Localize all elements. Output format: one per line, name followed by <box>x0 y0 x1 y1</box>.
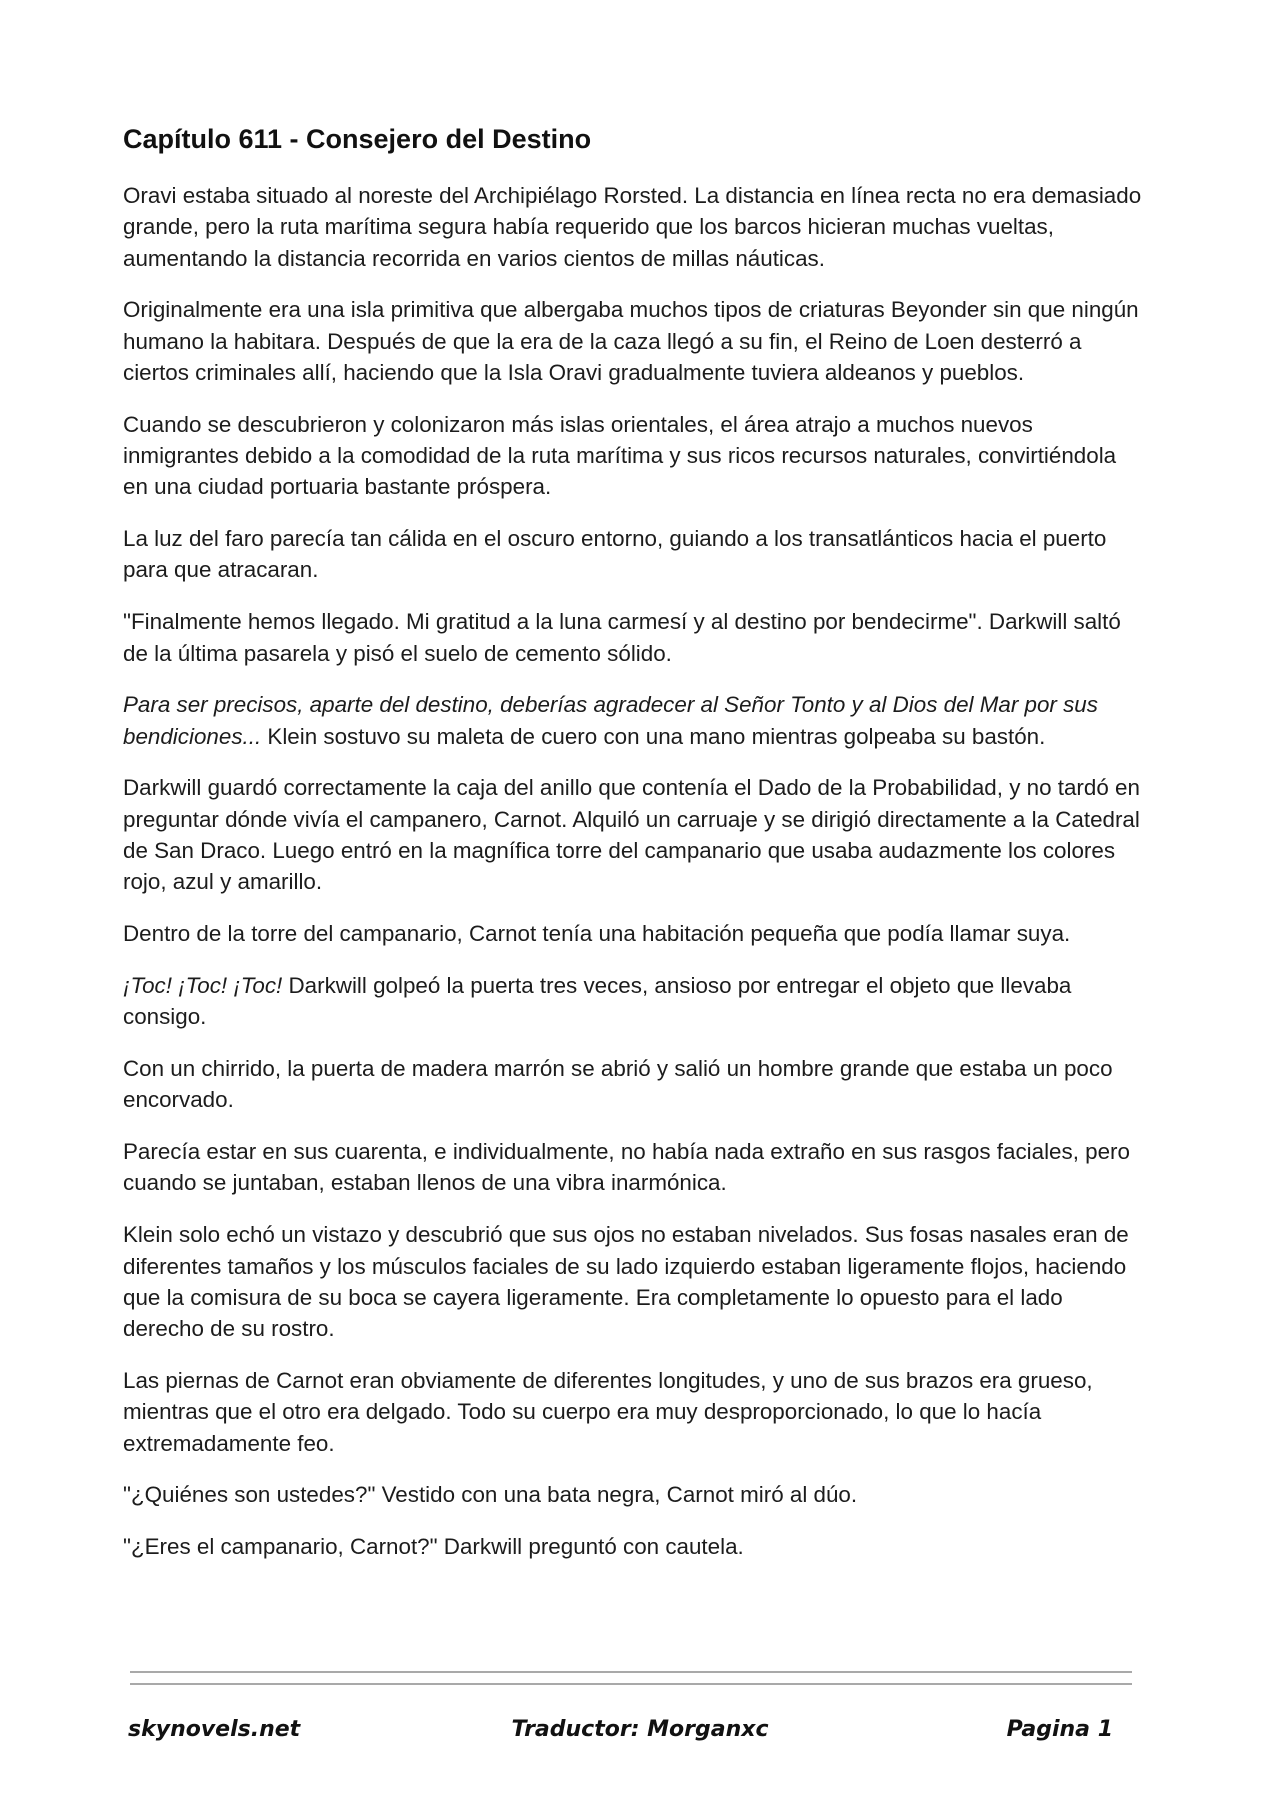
paragraph-text: Darkwill guardó correctamente la caja del anillo que contenía el Dado de la Probabilidad, y no tardó en preguntar dónde vivía el campanero, Carnot. Alquiló un carruaje y se dirigió directamente a la Catedral de San Draco. Luego entró en la magnífica torre del campanario que usaba audazmente los colores rojo, azul y amarillo. <box>123 775 1140 895</box>
footer-divider-bottom <box>130 1683 1132 1685</box>
paragraph <box>123 409 1143 503</box>
paragraph-italic-text: ¡Toc! ¡Toc! ¡Toc! <box>123 972 283 998</box>
page-footer <box>0 1713 1280 1747</box>
footer-divider-top <box>130 1671 1132 1673</box>
paragraph-text: Originalmente era una isla primitiva que albergaba muchos tipos de criaturas Beyonder sin que ningún humano la habitara. Después de que la era de la caza llegó a su fin, el Reino de Loen desterró a ciertos criminales allí, haciendo que la Isla Oravi gradualmente tuviera aldeanos y pueblos. <box>123 297 1139 385</box>
paragraph <box>123 1053 1143 1116</box>
footer-translator: Traductor: Morganxc <box>511 1717 769 1742</box>
paragraph <box>123 1219 1143 1344</box>
paragraph <box>123 523 1143 586</box>
paragraph <box>123 294 1143 388</box>
footer-page-number: Pagina 1 <box>1006 1717 1113 1742</box>
paragraph <box>123 1365 1143 1459</box>
paragraph-text: Con un chirrido, la puerta de madera marrón se abrió y salió un hombre grande que estaba un poco encorvado. <box>123 1056 1113 1113</box>
paragraph-text: Oravi estaba situado al noreste del Archipiélago Rorsted. La distancia en línea recta no era demasiado grande, pero la ruta marítima segura había requerido que los barcos hicieran muchas vueltas, aumentando la distancia recorrida en varios cientos de millas náuticas. <box>123 183 1142 271</box>
paragraph-text: "¿Eres el campanario, Carnot?" Darkwill preguntó con cautela. <box>123 1534 744 1560</box>
paragraph <box>123 772 1143 897</box>
paragraph <box>123 1479 1143 1510</box>
paragraph-text: "¿Quiénes son ustedes?" Vestido con una bata negra, Carnot miró al dúo. <box>123 1482 858 1508</box>
paragraph-text: La luz del faro parecía tan cálida en el oscuro entorno, guiando a los transatlánticos hacia el puerto para que atracaran. <box>123 526 1107 583</box>
paragraph-text: Las piernas de Carnot eran obviamente de diferentes longitudes, y uno de sus brazos era grueso, mientras que el otro era delgado. Todo su cuerpo era muy desproporcionado, lo que lo hacía extremadamente feo. <box>123 1367 1093 1456</box>
paragraph-text: "Finalmente hemos llegado. Mi gratitud a la luna carmesí y al destino por bendecirme". Darkwill saltó de la última pasarela y pisó el suelo de cemento sólido. <box>123 609 1121 666</box>
chapter-title: Capítulo 611 - Consejero del Destino <box>123 124 592 154</box>
paragraph-text: Dentro de la torre del campanario, Carnot tenía una habitación pequeña que podía llamar suya. <box>123 921 1071 947</box>
paragraph-text: Klein sostuvo su maleta de cuero con una mano mientras golpeaba su bastón. <box>261 723 1046 749</box>
paragraph-text: Darkwill golpeó la puerta tres veces, ansioso por entregar el objeto que llevaba consigo. <box>123 972 1072 1030</box>
paragraph <box>123 1531 1143 1562</box>
paragraph-italic-text: Para ser precisos, aparte del destino, deberías agradecer al Señor Tonto y al Dios del Mar por sus bendiciones... <box>123 692 1098 749</box>
paragraph <box>123 689 1143 752</box>
paragraph-text: Cuando se descubrieron y colonizaron más islas orientales, el área atrajo a muchos nuevos inmigrantes debido a la comodidad de la ruta marítima y sus ricos recursos naturales, convirtiéndola en una ciudad portuaria bastante próspera. <box>123 411 1117 500</box>
document-body <box>123 122 1143 1583</box>
paragraph <box>123 606 1143 669</box>
paragraph-text: Parecía estar en sus cuarenta, e individualmente, no había nada extraño en sus rasgos faciales, pero cuando se juntaban, estaban llenos de una vibra inarmónica. <box>123 1139 1130 1196</box>
paragraph <box>123 970 1143 1033</box>
paragraph <box>123 180 1143 274</box>
paragraph <box>123 918 1143 949</box>
paragraph <box>123 1136 1143 1199</box>
paragraph-text: Klein solo echó un vistazo y descubrió que sus ojos no estaban nivelados. Sus fosas nasales eran de diferentes tamaños y los músculos faciales de su lado izquierdo estaban ligeramente flojos, haciendo que la comisura de su boca se cayera ligeramente. Era completamente lo opuesto para el lado derecho de su rostro. <box>123 1222 1129 1342</box>
footer-site: skynovels.net <box>128 1717 301 1742</box>
